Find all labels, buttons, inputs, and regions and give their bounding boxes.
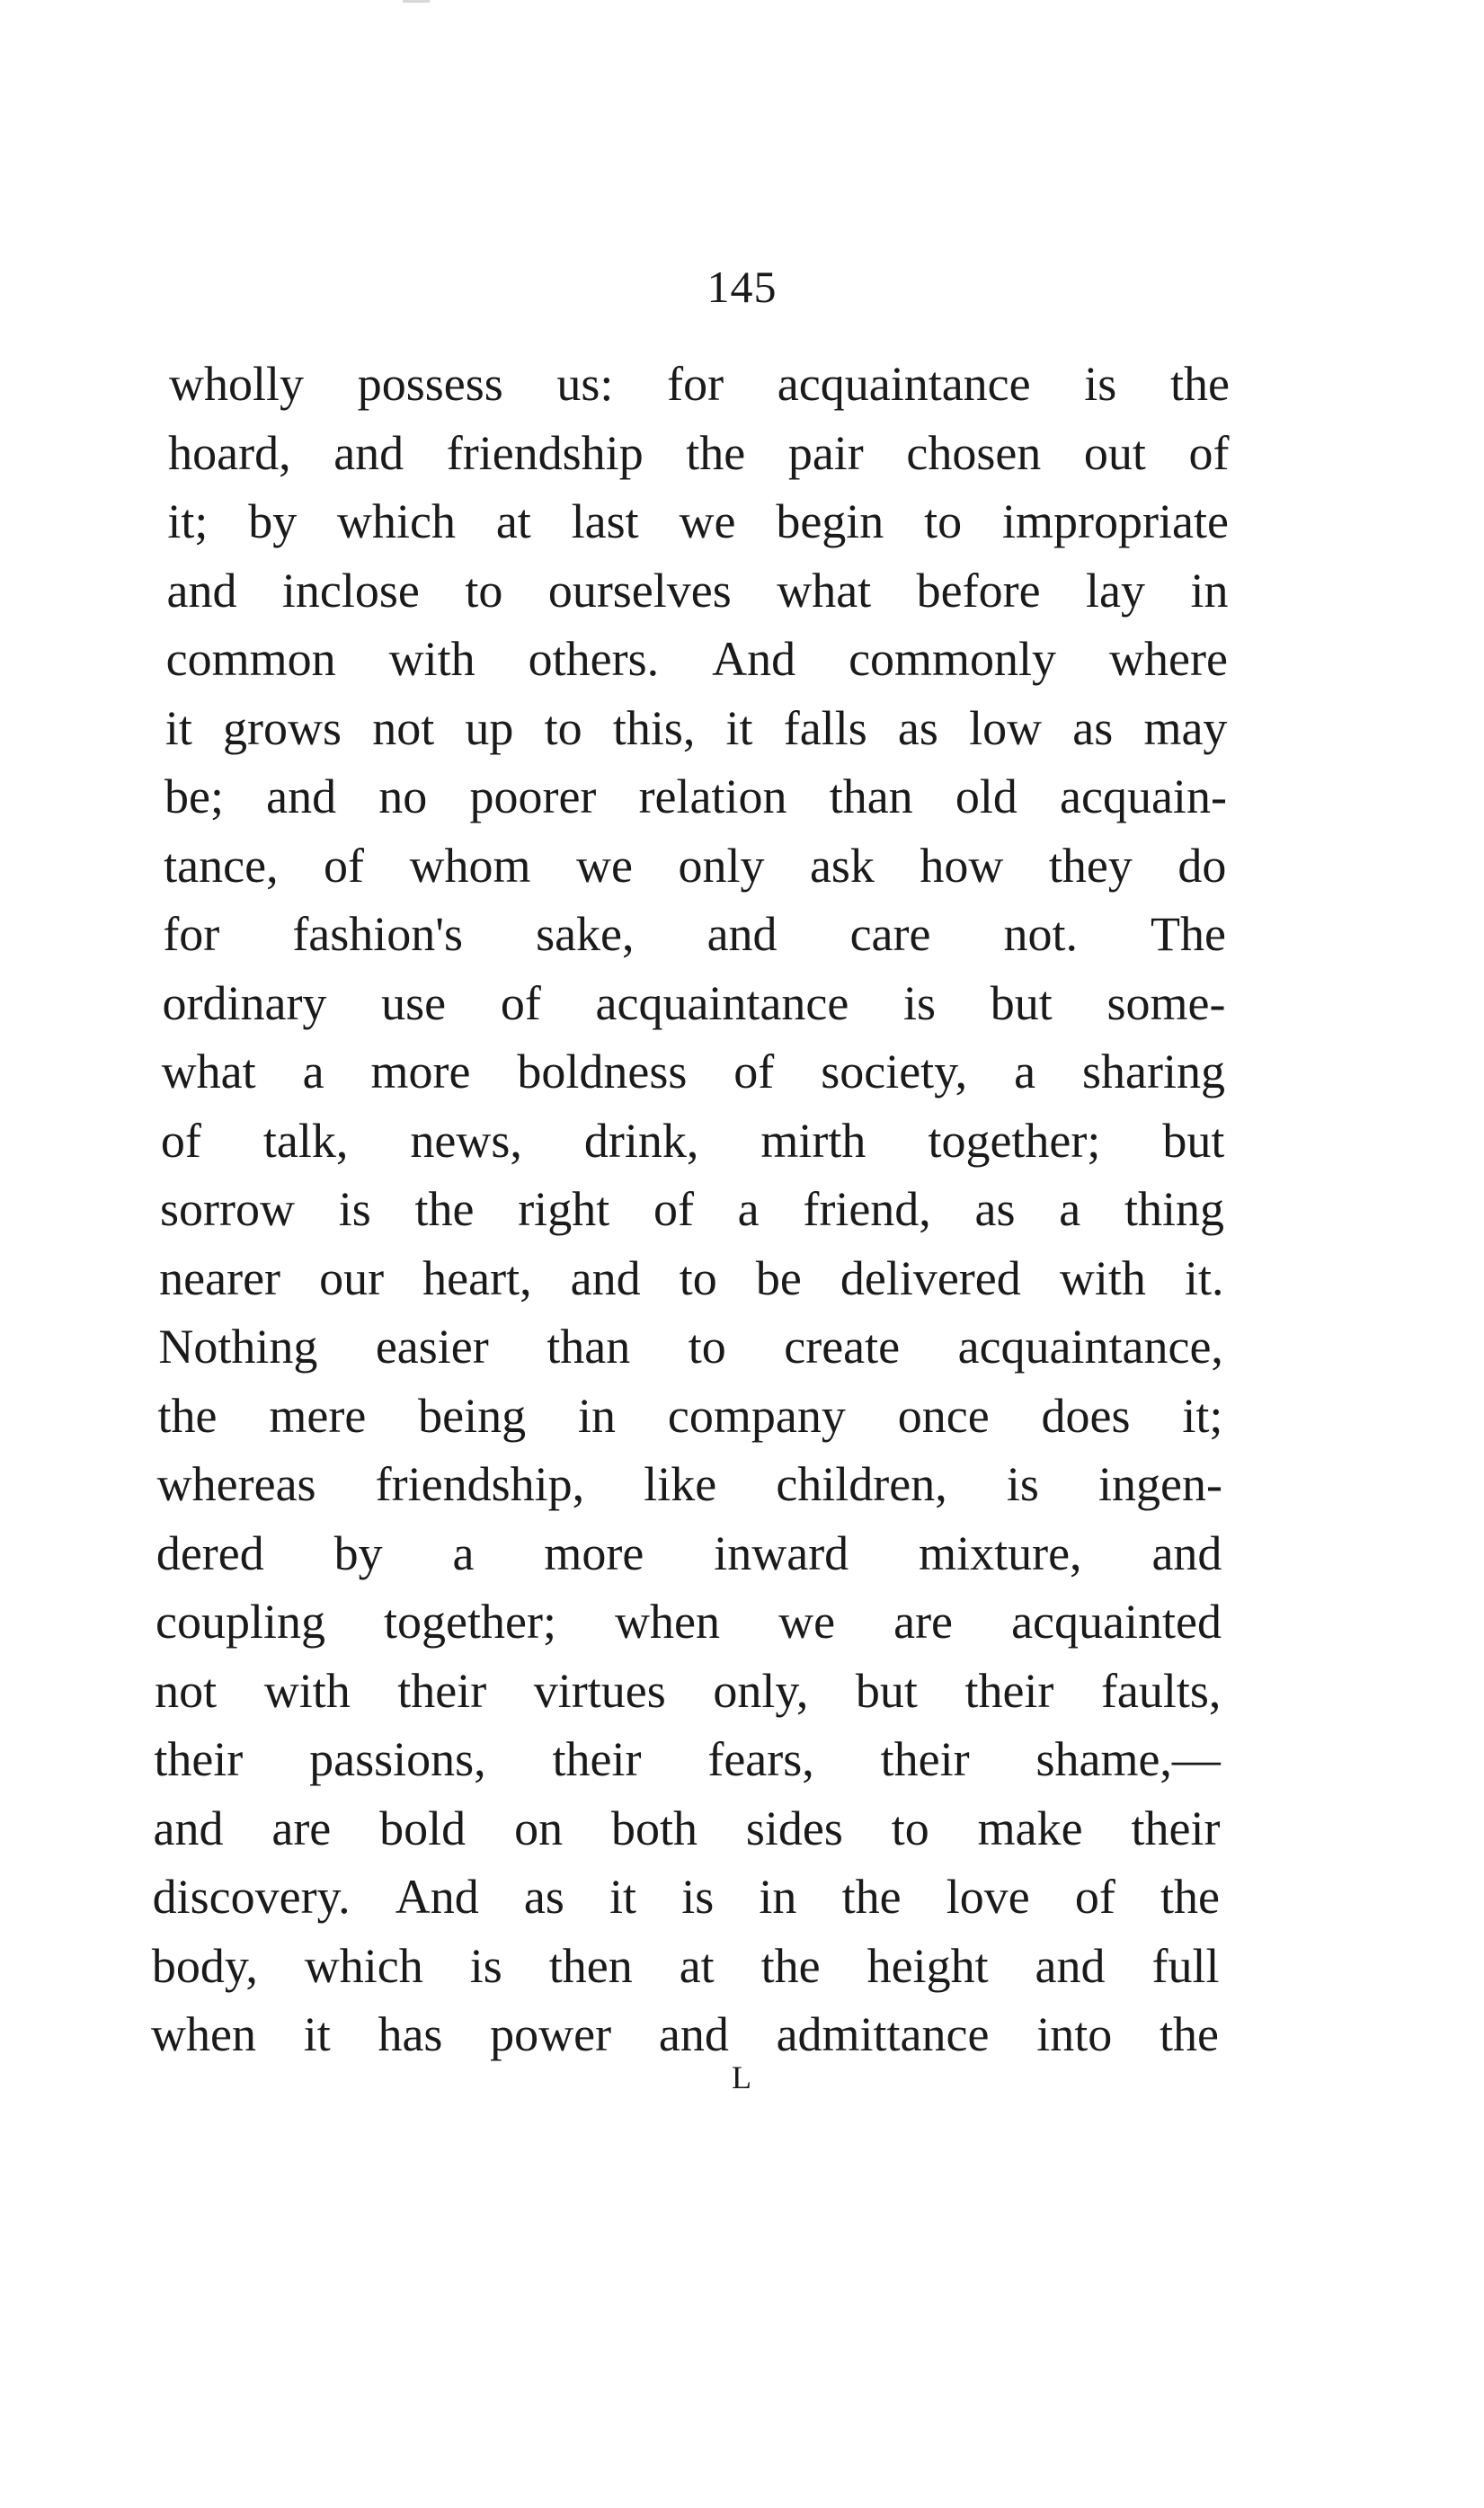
word: are — [893, 1595, 954, 1649]
word: begin — [776, 494, 884, 548]
word: their — [154, 1732, 244, 1786]
word: children, — [776, 1457, 947, 1511]
text-line — [160, 1113, 1225, 1168]
word: talk, — [262, 1113, 349, 1168]
word: the — [1160, 1870, 1220, 1924]
word: inclose — [281, 563, 420, 618]
word: as — [974, 1182, 1016, 1236]
page-number: 145 — [706, 262, 778, 312]
word: in — [759, 1870, 797, 1924]
word: of — [733, 1045, 775, 1098]
word: Nothing — [158, 1320, 318, 1374]
word: to — [679, 1250, 717, 1305]
word: the — [157, 1388, 218, 1443]
word: a — [1059, 1182, 1081, 1236]
word: up — [465, 700, 514, 755]
word: And — [712, 632, 796, 686]
word: be; — [164, 769, 224, 823]
word: and — [658, 2007, 729, 2061]
word: the — [1159, 2007, 1219, 2061]
text-line — [162, 975, 1226, 1030]
word: others. — [528, 632, 660, 686]
word: mixture, — [919, 1525, 1082, 1580]
word: only, — [713, 1663, 809, 1718]
word: heart, — [422, 1250, 532, 1305]
word: once — [897, 1388, 990, 1443]
word: their — [552, 1732, 642, 1786]
text-line — [164, 838, 1227, 893]
word: in — [1190, 563, 1229, 618]
text-line — [155, 1663, 1222, 1718]
text-line — [158, 1320, 1223, 1374]
word: as — [1072, 700, 1114, 755]
word: and — [570, 1250, 641, 1305]
word: are — [271, 1801, 332, 1855]
text-line — [162, 1047, 1225, 1096]
word: has — [378, 2007, 443, 2061]
text-line — [166, 563, 1229, 618]
word: a — [452, 1525, 475, 1580]
word: wholly — [169, 357, 305, 411]
text-line — [164, 700, 1228, 755]
scan-mark — [403, 0, 430, 3]
word: to — [465, 563, 503, 618]
word: passions, — [309, 1732, 486, 1786]
word: being — [418, 1388, 527, 1443]
word: it — [725, 700, 753, 755]
word: it; — [167, 494, 209, 548]
word: together; — [928, 1113, 1101, 1168]
word: but — [1162, 1113, 1225, 1168]
word: at — [679, 1938, 715, 1993]
text-line — [163, 907, 1226, 961]
word: in — [578, 1388, 617, 1443]
word: power — [490, 2007, 612, 2061]
word: we — [778, 1595, 836, 1649]
word: and — [706, 907, 778, 961]
word: shame,— — [1035, 1732, 1221, 1786]
word: not — [155, 1663, 218, 1718]
word: only — [678, 838, 765, 893]
word: how — [920, 838, 1004, 893]
word: create — [784, 1320, 901, 1374]
word: ourselves — [547, 563, 732, 618]
word: their — [1131, 1801, 1221, 1855]
word: low — [969, 700, 1043, 755]
word: may — [1143, 700, 1228, 755]
word: some- — [1106, 975, 1226, 1030]
text-line — [160, 1182, 1224, 1236]
text-line — [168, 425, 1230, 480]
word: last — [571, 494, 639, 548]
word: friendship, — [375, 1457, 585, 1511]
word: is — [681, 1870, 715, 1924]
word: inward — [714, 1525, 849, 1580]
word: ingen- — [1098, 1457, 1222, 1511]
word: with — [263, 1663, 351, 1718]
word: it — [609, 1870, 637, 1924]
word: then — [548, 1938, 633, 1993]
word: their — [964, 1663, 1054, 1718]
word: full — [1151, 1938, 1220, 1993]
word: does — [1041, 1388, 1131, 1443]
word: more — [544, 1525, 644, 1580]
word: chosen — [906, 425, 1042, 480]
word: sides — [745, 1801, 843, 1855]
word: falls — [783, 700, 867, 755]
word: sake, — [536, 907, 635, 961]
word: nearer — [159, 1250, 281, 1305]
word: a — [1014, 1045, 1036, 1098]
word: a — [737, 1182, 760, 1236]
word: relation — [638, 769, 787, 823]
word: where — [1109, 632, 1228, 686]
word: both — [610, 1801, 698, 1855]
word: sharing — [1082, 1045, 1225, 1098]
word: make — [977, 1801, 1083, 1855]
word: do — [1177, 838, 1227, 893]
word: acquaintance — [777, 357, 1031, 411]
word: And — [395, 1870, 479, 1924]
word: to — [891, 1801, 929, 1855]
word: together; — [384, 1595, 556, 1649]
word: is — [1006, 1457, 1039, 1511]
text-line — [156, 1457, 1222, 1511]
word: admittance — [776, 2007, 990, 2061]
word: like — [644, 1457, 717, 1511]
word: body, — [151, 1938, 258, 1993]
word: acquain- — [1060, 769, 1227, 823]
word: and — [1035, 1938, 1106, 1993]
word: and — [266, 769, 337, 823]
word: the — [760, 1938, 821, 1993]
word: we — [576, 838, 633, 893]
word: be — [755, 1250, 802, 1305]
text-line — [164, 769, 1227, 823]
word: discovery. — [152, 1870, 351, 1924]
word: drink, — [583, 1113, 699, 1168]
word: mere — [269, 1388, 367, 1443]
word: hoard, — [168, 425, 291, 480]
word: out — [1083, 425, 1146, 480]
word: sorrow — [160, 1182, 295, 1236]
word: when — [151, 2007, 256, 2061]
word: than — [547, 1320, 631, 1374]
text-line — [165, 632, 1228, 686]
word: it. — [1184, 1250, 1224, 1305]
word: on — [514, 1801, 564, 1855]
word: before — [916, 563, 1041, 618]
word: mirth — [760, 1113, 866, 1168]
word: thing — [1124, 1182, 1224, 1236]
text-line — [167, 494, 1229, 548]
word: of — [653, 1182, 694, 1236]
word: their — [880, 1732, 970, 1786]
word: possess — [357, 357, 503, 411]
word: right — [518, 1182, 610, 1236]
word: company — [667, 1388, 846, 1443]
word: than — [829, 769, 913, 823]
word: fears, — [707, 1732, 814, 1786]
word: this, — [612, 700, 696, 755]
word: common — [165, 632, 336, 686]
word: whereas — [156, 1457, 316, 1511]
text-line — [152, 1870, 1220, 1924]
word: the — [414, 1182, 475, 1236]
word: as — [523, 1870, 564, 1924]
word: the — [686, 425, 746, 480]
text-line — [151, 1938, 1220, 1993]
word: use — [381, 975, 447, 1030]
word: of — [324, 838, 365, 893]
word: of — [500, 975, 541, 1030]
word: for — [163, 907, 220, 961]
word: acquaintance, — [957, 1320, 1223, 1374]
word: not. — [1003, 907, 1078, 961]
word: it — [303, 2007, 331, 2061]
text-line — [169, 357, 1230, 411]
text-line — [154, 1732, 1221, 1786]
word: which — [337, 494, 456, 548]
word: into — [1036, 2007, 1113, 2061]
word: we — [679, 494, 736, 548]
word: is — [338, 1182, 371, 1236]
word: which — [304, 1938, 423, 1993]
word: acquaintance — [595, 975, 849, 1030]
word: whom — [409, 838, 531, 893]
word: of — [1074, 1870, 1115, 1924]
word: is — [469, 1938, 502, 1993]
word: pair — [787, 425, 864, 480]
word: our — [319, 1250, 385, 1305]
text-line — [156, 1595, 1222, 1649]
word: delivered — [840, 1250, 1021, 1305]
word: old — [955, 769, 1017, 823]
word: for — [667, 357, 724, 411]
word: society, — [821, 1045, 968, 1098]
word: and — [1151, 1525, 1222, 1580]
word: care — [849, 907, 931, 961]
text-line — [159, 1250, 1224, 1305]
word: of — [1188, 425, 1230, 480]
word: no — [378, 769, 428, 823]
word: what — [161, 1045, 256, 1098]
word: but — [855, 1663, 918, 1718]
word: The — [1151, 907, 1226, 961]
word: coupling — [156, 1595, 325, 1649]
word: it; — [1182, 1388, 1223, 1443]
signature-mark: L — [732, 2059, 752, 2095]
word: and — [166, 563, 237, 618]
text-line — [156, 1525, 1222, 1580]
word: fashion's — [292, 907, 464, 961]
word: bold — [379, 1801, 467, 1855]
word: it — [164, 700, 192, 755]
word: as — [897, 700, 938, 755]
text-line — [151, 2007, 1219, 2061]
word: not — [372, 700, 435, 755]
text-line — [157, 1388, 1223, 1443]
word: is — [903, 975, 937, 1030]
word: and — [333, 425, 404, 480]
word: height — [866, 1938, 989, 1993]
word: to — [924, 494, 963, 548]
word: their — [397, 1663, 487, 1718]
word: with — [388, 632, 475, 686]
word: faults, — [1100, 1663, 1222, 1718]
word: when — [615, 1595, 721, 1649]
word: ask — [809, 838, 875, 893]
word: news, — [410, 1113, 522, 1168]
word: ordinary — [162, 975, 327, 1030]
word: lay — [1086, 563, 1145, 618]
word: of — [160, 1113, 201, 1168]
word: boldness — [517, 1045, 688, 1098]
word: dered — [156, 1525, 264, 1580]
word: the — [1170, 357, 1230, 411]
word: is — [1084, 357, 1117, 411]
word: friendship — [446, 425, 644, 480]
word: poorer — [469, 769, 597, 823]
word: to — [544, 700, 582, 755]
word: by — [248, 494, 298, 548]
word: tance, — [164, 838, 279, 893]
word: more — [370, 1045, 471, 1098]
word: love — [946, 1870, 1030, 1924]
word: but — [990, 975, 1053, 1030]
word: acquainted — [1011, 1595, 1222, 1649]
word: commonly — [849, 632, 1057, 686]
word: grows — [223, 700, 342, 755]
word: with — [1059, 1250, 1146, 1305]
word: and — [153, 1801, 224, 1855]
word: at — [495, 494, 531, 548]
word: easier — [375, 1320, 489, 1374]
word: impropriate — [1002, 494, 1229, 548]
word: by — [333, 1525, 383, 1580]
word: they — [1048, 838, 1133, 893]
word: the — [841, 1870, 902, 1924]
word: to — [688, 1320, 726, 1374]
word: what — [777, 563, 872, 618]
word: friend, — [803, 1182, 931, 1236]
word: us: — [556, 357, 614, 411]
text-line — [153, 1801, 1221, 1855]
word: virtues — [533, 1663, 666, 1718]
word: a — [302, 1045, 324, 1098]
